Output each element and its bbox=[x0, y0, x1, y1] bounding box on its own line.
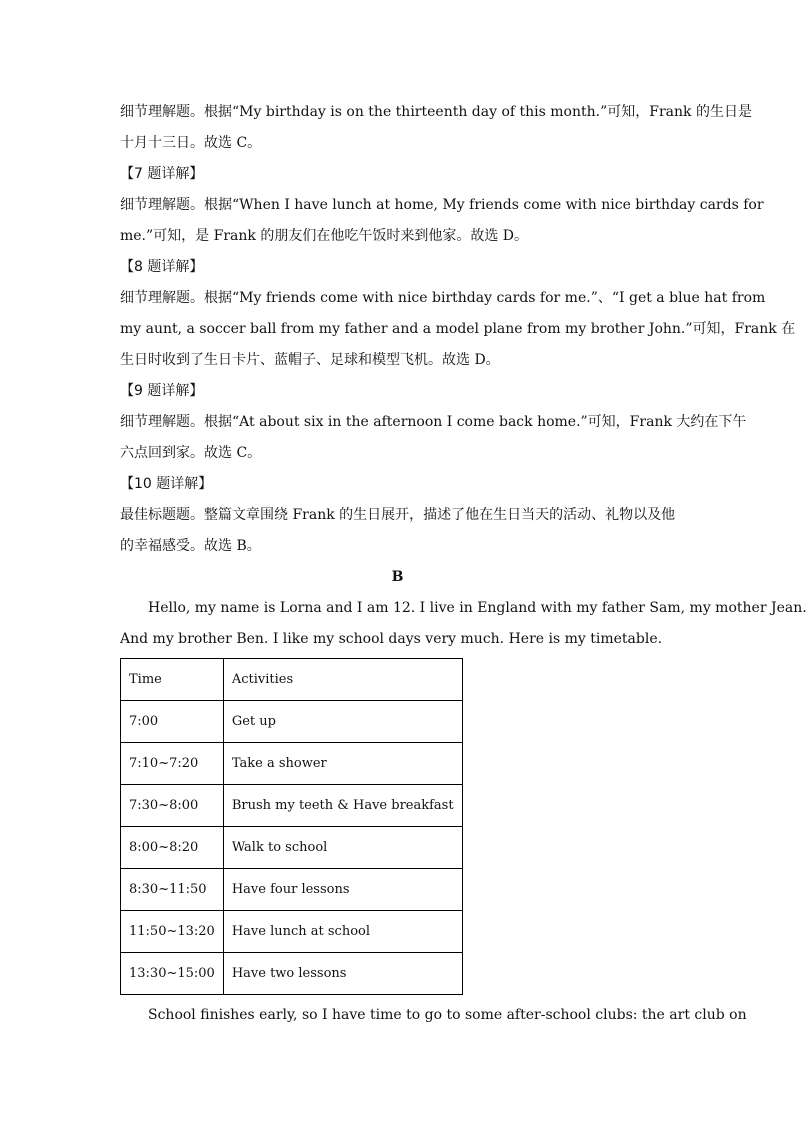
table-row bbox=[121, 701, 463, 743]
paragraph-line: 的幸福感受。故选 B。 bbox=[120, 538, 261, 554]
table-cell-time: 11:50~13:20 bbox=[121, 911, 224, 953]
question-heading: 【9 题详解】 bbox=[120, 383, 204, 399]
passage-line: School finishes early, so I have time to go to some after-school clubs: the art club on bbox=[148, 1007, 747, 1023]
paragraph-line: me.”可知，是 Frank 的朋友们在他吃午饭时来到他家。故选 D。 bbox=[120, 228, 528, 244]
paragraph-line: 六点回到家。故选 C。 bbox=[120, 445, 262, 461]
table-cell-time: 13:30~15:00 bbox=[121, 953, 224, 995]
timetable bbox=[120, 658, 463, 995]
table-cell-time: 8:30~11:50 bbox=[121, 869, 224, 911]
table-row bbox=[121, 869, 463, 911]
table-cell-activity: Have two lessons bbox=[223, 953, 462, 995]
paragraph-line: 细节理解题。根据“My friends come with nice birthday cards for me.”、“I get a blue hat from bbox=[120, 290, 766, 306]
paragraph-line: 生日时收到了生日卡片、蓝帽子、足球和模型飞机。故选 D。 bbox=[120, 352, 500, 368]
table-cell-time: 7:00 bbox=[121, 701, 224, 743]
section-title: B bbox=[391, 569, 404, 585]
table-cell-activity: Take a shower bbox=[223, 743, 462, 785]
table-cell-time: 7:30~8:00 bbox=[121, 785, 224, 827]
paragraph-line: 十月十三日。故选 C。 bbox=[120, 135, 262, 151]
passage-line: And my brother Ben. I like my school days very much. Here is my timetable. bbox=[120, 631, 663, 647]
table-header-time: Time bbox=[121, 659, 224, 701]
paragraph-line: my aunt, a soccer ball from my father and a model plane from my brother John.”可知，Frank 在 bbox=[120, 321, 796, 337]
table-row bbox=[121, 911, 463, 953]
table-header-activities: Activities bbox=[223, 659, 462, 701]
table-row bbox=[121, 743, 463, 785]
table-cell-activity: Have four lessons bbox=[223, 869, 462, 911]
table-row bbox=[121, 827, 463, 869]
paragraph-line: 细节理解题。根据“My birthday is on the thirteenth day of this month.”可知，Frank 的生日是 bbox=[120, 104, 752, 120]
table-cell-activity: Get up bbox=[223, 701, 462, 743]
table-header-row bbox=[121, 659, 463, 701]
paragraph-line: 最佳标题题。整篇文章围绕 Frank 的生日展开，描述了他在生日当天的活动、礼物以及他 bbox=[120, 507, 676, 523]
table-row bbox=[121, 785, 463, 827]
table-cell-time: 7:10~7:20 bbox=[121, 743, 224, 785]
table-cell-activity: Brush my teeth & Have breakfast bbox=[223, 785, 462, 827]
document-page bbox=[120, 97, 807, 1031]
table-cell-time: 8:00~8:20 bbox=[121, 827, 224, 869]
question-heading: 【7 题详解】 bbox=[120, 166, 204, 182]
paragraph-line: 细节理解题。根据“When I have lunch at home, My friends come with nice birthday cards for bbox=[120, 197, 764, 213]
table-cell-activity: Walk to school bbox=[223, 827, 462, 869]
table-cell-activity: Have lunch at school bbox=[223, 911, 462, 953]
paragraph-line: 细节理解题。根据“At about six in the afternoon I come back home.”可知，Frank 大约在下午 bbox=[120, 414, 747, 430]
passage-intro bbox=[120, 593, 807, 655]
question-heading: 【8 题详解】 bbox=[120, 259, 204, 275]
question-heading: 【10 题详解】 bbox=[120, 476, 213, 492]
passage-line: Hello, my name is Lorna and I am 12. I live in England with my father Sam, my mother Jean. bbox=[148, 600, 807, 616]
table-row bbox=[121, 953, 463, 995]
explanation-section bbox=[120, 97, 796, 562]
